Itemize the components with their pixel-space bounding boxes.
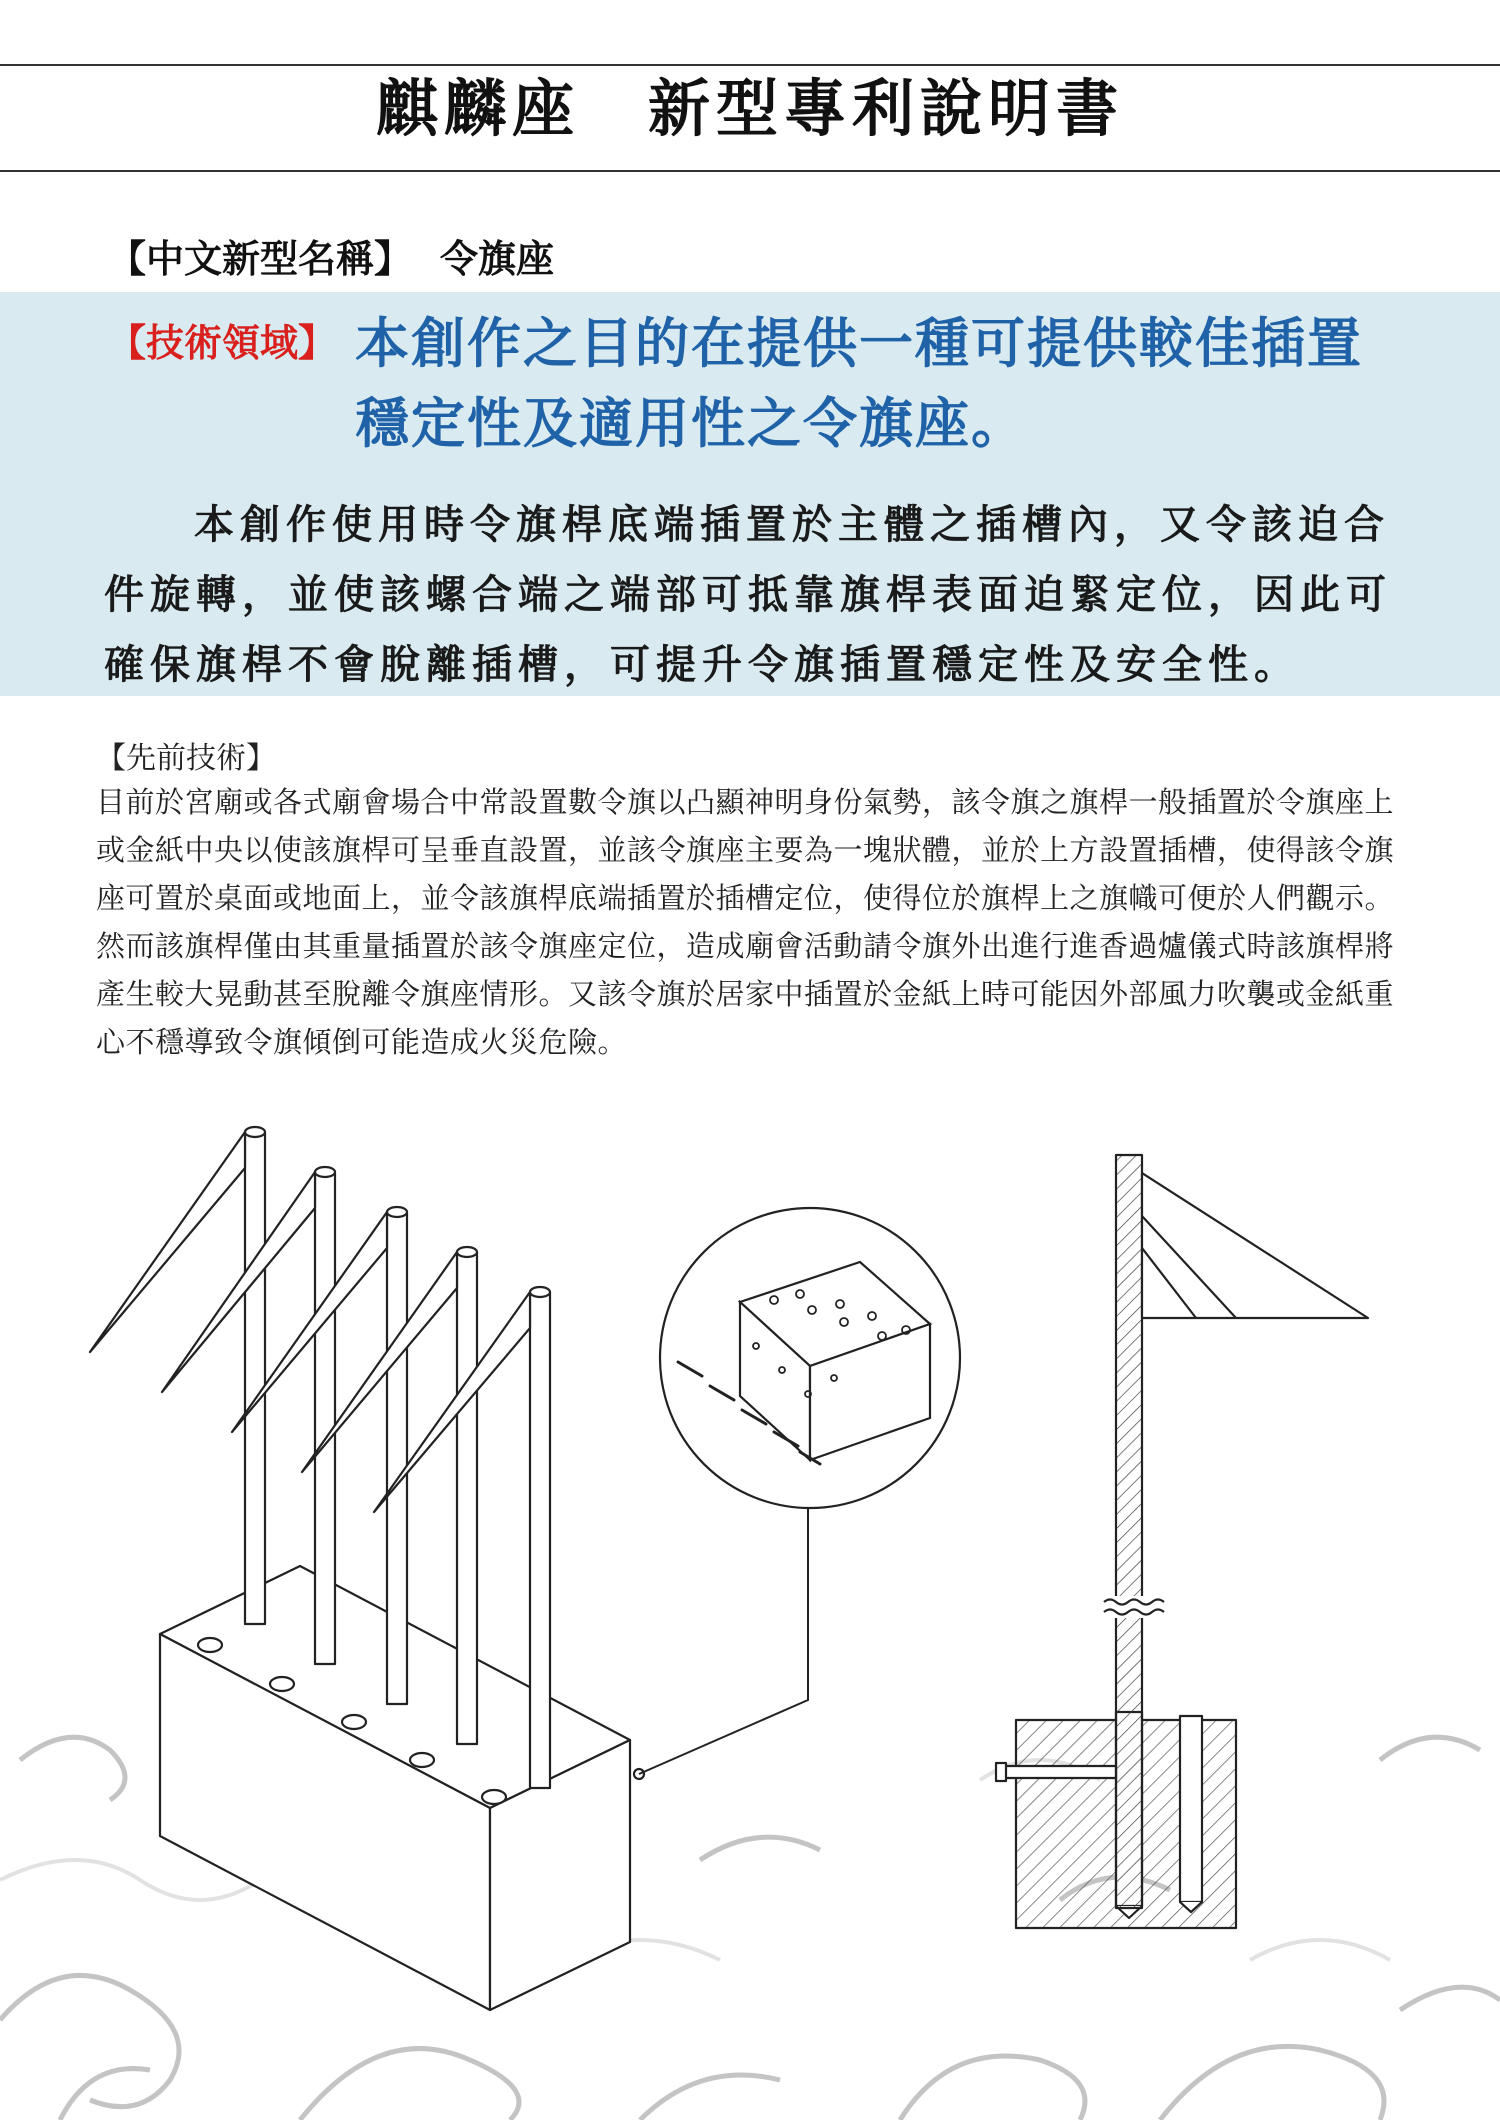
patent-illustration <box>0 1080 1500 2120</box>
statement-line: 穩定性及適用性之令旗座。 <box>355 392 1027 455</box>
cross-section-view <box>996 1155 1368 1928</box>
title-rule <box>0 170 1500 172</box>
callout-line <box>639 1470 808 1774</box>
detail-magnifier <box>660 1208 960 1508</box>
top-rule <box>0 64 1500 66</box>
name-value: 令旗座 <box>440 236 555 281</box>
prior-art-paragraph: 目前於宮廟或各式廟會場合中常設置數令旗以凸顯神明身份氣勢，該令旗之旗桿一般插置於令旗座上或金紙中央以使該旗桿可呈垂直設置，並該令旗座主要為一塊狀體，並於上方設置插槽，使得該令旗座可置於桌面或地面上，並令該旗桿底端插置於插槽定位，使得位於旗桿上之旗幟可便於人們觀示。然而該旗桿僅由其重量插置於該令旗座定位，造成廟會活動請令旗外出進行進香過爐儀式時該旗桿將產生較大晃動甚至脫離令旗座情形。又該令旗於居家中插置於金紙上時可能因外部風力吹襲或金紙重心不穩導致令旗傾倒可能造成火災危險。 <box>96 785 1395 1059</box>
technical-field-label: 【技術領域】 <box>108 320 337 365</box>
utility-model-name <box>108 228 554 283</box>
name-label: 【中文新型名稱】 <box>108 236 413 281</box>
summary-paragraph: 本創作使用時令旗桿底端插置於主體之插槽內，又令該迫合件旋轉，並使該螺合端之端部可抵靠旗桿表面迫緊定位，因此可確保旗桿不會脫離插槽，可提升令旗插置穩定性及安全性。 <box>104 501 1392 688</box>
technical-field-statement <box>355 304 1415 464</box>
flag-holder-assembly <box>90 1127 644 2010</box>
statement-line: 本創作之目的在提供一種可提供較佳插置 <box>355 312 1363 375</box>
prior-art-title: 【先前技術】 <box>96 741 276 776</box>
page-title: 麒麟座 新型專利說明書 <box>375 72 1124 145</box>
flag-pole <box>90 1127 265 1624</box>
